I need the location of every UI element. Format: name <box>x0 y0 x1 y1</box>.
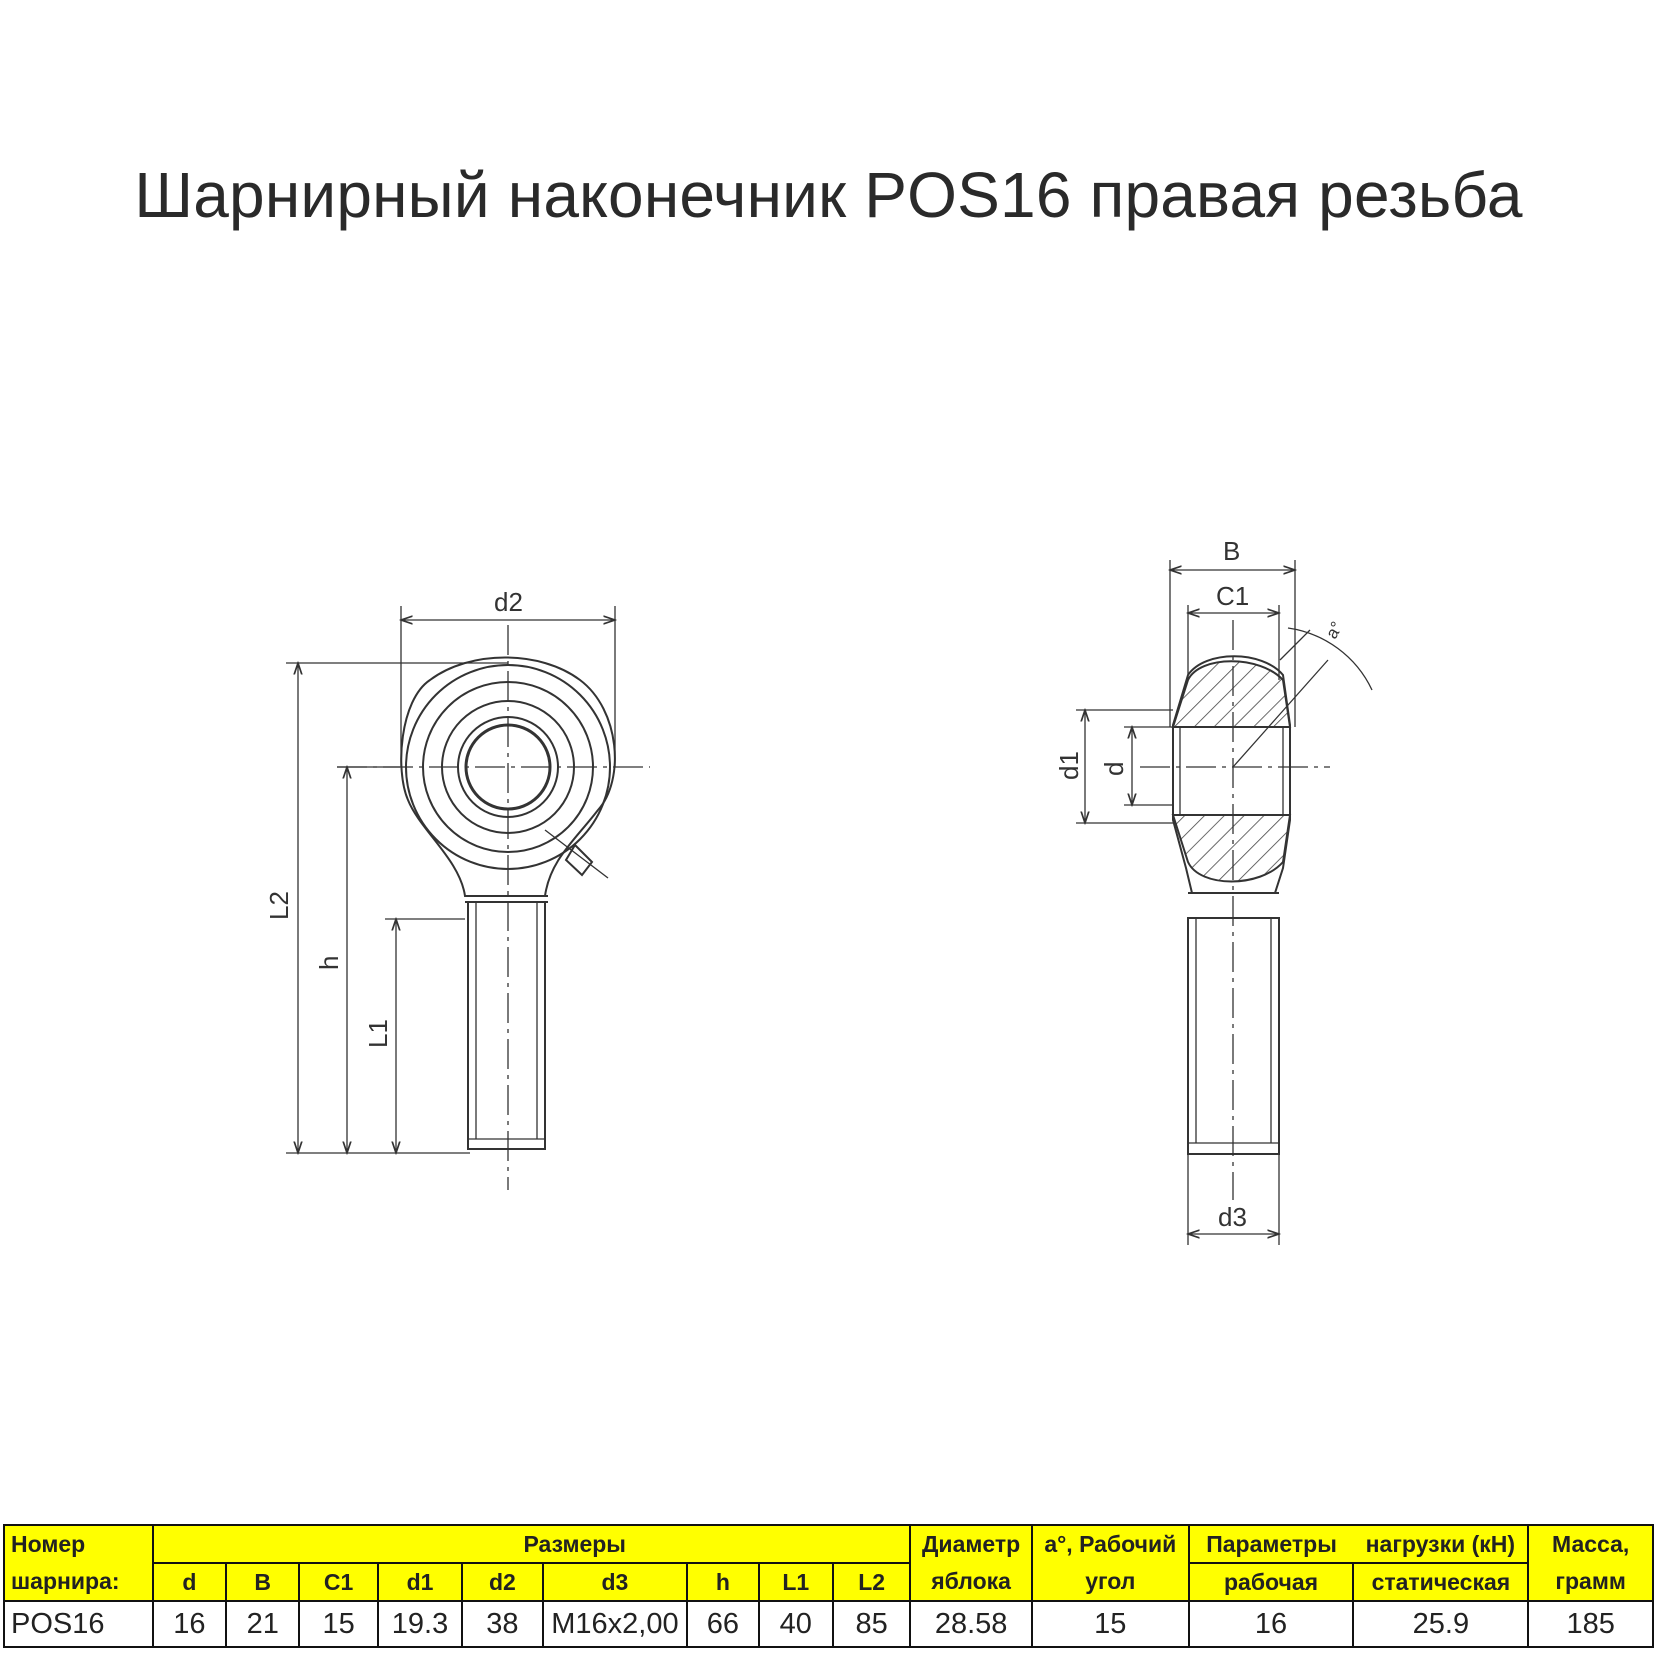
header-angle: a°, Рабочий <box>1032 1525 1189 1563</box>
header-B: B <box>226 1563 299 1601</box>
header-d: d <box>153 1563 226 1601</box>
cell-h: 66 <box>687 1601 758 1647</box>
header-load-params: Параметры <box>1189 1525 1354 1563</box>
header-number-2: шарнира: <box>4 1563 153 1601</box>
label-d: d <box>1099 761 1129 776</box>
header-C1: C1 <box>299 1563 377 1601</box>
header-mass-2: грамм <box>1528 1563 1653 1601</box>
table-row <box>4 1601 1653 1647</box>
header-angle-2: угол <box>1032 1563 1189 1601</box>
cell-d1: 19.3 <box>378 1601 462 1647</box>
cell-d3: M16x2,00 <box>543 1601 688 1647</box>
side-view <box>1076 560 1372 1245</box>
header-load-unit: нагрузки (кН) <box>1353 1525 1528 1563</box>
label-h: h <box>314 955 344 970</box>
header-ball-diameter-2: яблока <box>910 1563 1032 1601</box>
header-row-1 <box>4 1525 1653 1563</box>
header-d3: d3 <box>543 1563 688 1601</box>
cell-C1: 15 <box>299 1601 377 1647</box>
label-L2: L2 <box>264 891 294 920</box>
cell-L2: 85 <box>833 1601 910 1647</box>
label-L1: L1 <box>363 1019 393 1048</box>
header-L1: L1 <box>759 1563 833 1601</box>
header-ball-diameter: Диаметр <box>910 1525 1032 1563</box>
header-working: рабочая <box>1189 1563 1354 1601</box>
label-B: B <box>1223 536 1241 566</box>
header-d1: d1 <box>378 1563 462 1601</box>
label-d3: d3 <box>1218 1202 1247 1232</box>
cell-angle: 15 <box>1032 1601 1189 1647</box>
cell-working: 16 <box>1189 1601 1354 1647</box>
label-alpha: a° <box>1322 618 1347 642</box>
label-C1: C1 <box>1216 581 1250 611</box>
front-view <box>286 606 650 1190</box>
label-d2: d2 <box>494 587 523 617</box>
header-static: статическая <box>1353 1563 1528 1601</box>
header-mass: Масса, <box>1528 1525 1653 1563</box>
cell-mass: 185 <box>1528 1601 1653 1647</box>
header-L2: L2 <box>833 1563 910 1601</box>
header-number: Номер <box>4 1525 153 1563</box>
label-d1: d1 <box>1054 751 1084 780</box>
header-h: h <box>687 1563 758 1601</box>
cell-d: 16 <box>153 1601 226 1647</box>
page-title: Шарнирный наконечник POS16 правая резьба <box>134 159 1523 231</box>
spec-table <box>3 1524 1654 1648</box>
header-row-2 <box>4 1563 1653 1601</box>
header-d2: d2 <box>462 1563 542 1601</box>
cell-B: 21 <box>226 1601 299 1647</box>
header-dimensions: Размеры <box>462 1525 687 1563</box>
cell-number: POS16 <box>4 1601 153 1647</box>
cell-ball-diameter: 28.58 <box>910 1601 1032 1647</box>
cell-static: 25.9 <box>1353 1601 1528 1647</box>
cell-d2: 38 <box>462 1601 542 1647</box>
cell-L1: 40 <box>759 1601 833 1647</box>
